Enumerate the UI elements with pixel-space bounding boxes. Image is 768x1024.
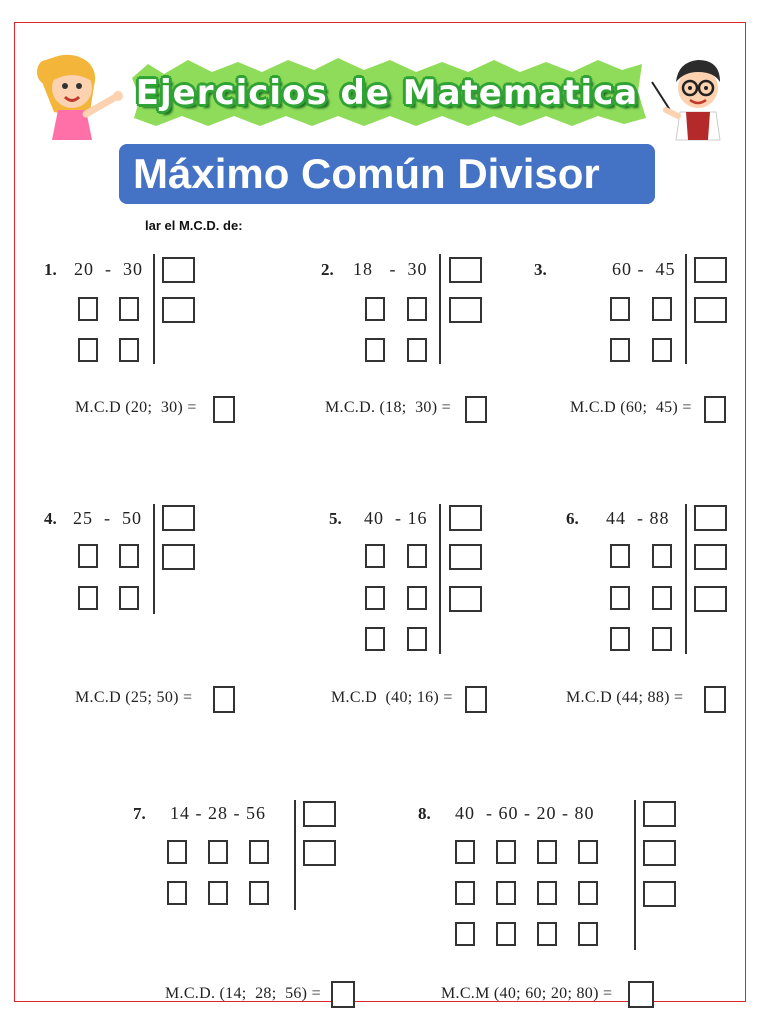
quotient-box[interactable] xyxy=(208,881,228,905)
exercise-number: 7. xyxy=(133,804,146,823)
quotient-box[interactable] xyxy=(578,881,598,905)
quotient-box[interactable] xyxy=(119,586,139,610)
divisor-box[interactable] xyxy=(643,881,676,907)
divisor-box[interactable] xyxy=(162,297,195,323)
exercise-numbers: 40 - 60 - 20 - 80 xyxy=(455,803,595,823)
quotient-box[interactable] xyxy=(652,627,672,651)
quotient-box[interactable] xyxy=(652,586,672,610)
division-line xyxy=(685,254,687,364)
result-label: M.C.D (44; 88) = xyxy=(566,689,684,706)
quotient-box[interactable] xyxy=(610,544,630,568)
subtitle-banner xyxy=(119,144,655,204)
division-line xyxy=(153,504,155,614)
divisor-box[interactable] xyxy=(694,544,727,570)
quotient-box[interactable] xyxy=(167,881,187,905)
quotient-box[interactable] xyxy=(578,840,598,864)
exercise-number: 8. xyxy=(418,804,431,823)
quotient-box[interactable] xyxy=(407,627,427,651)
instruction-text: lar el M.C.D. de: xyxy=(145,218,243,233)
quotient-box[interactable] xyxy=(407,544,427,568)
divisor-box[interactable] xyxy=(449,297,482,323)
answer-box[interactable] xyxy=(465,686,487,713)
exercise-number: 5. xyxy=(329,509,342,528)
quotient-box[interactable] xyxy=(249,881,269,905)
result-label: M.C.D (20; 30) = xyxy=(75,399,197,416)
divisor-box[interactable] xyxy=(162,544,195,570)
division-line xyxy=(439,504,441,654)
quotient-box[interactable] xyxy=(455,881,475,905)
exercise-numbers: 20 - 30 xyxy=(74,259,143,279)
quotient-box[interactable] xyxy=(455,922,475,946)
quotient-box[interactable] xyxy=(208,840,228,864)
divisor-box[interactable] xyxy=(694,297,727,323)
divisor-box[interactable] xyxy=(449,257,482,283)
exercise-number: 2. xyxy=(321,260,334,279)
answer-box[interactable] xyxy=(704,686,726,713)
quotient-box[interactable] xyxy=(407,586,427,610)
quotient-box[interactable] xyxy=(537,922,557,946)
quotient-box[interactable] xyxy=(407,338,427,362)
divisor-box[interactable] xyxy=(643,840,676,866)
quotient-box[interactable] xyxy=(365,297,385,321)
answer-box[interactable] xyxy=(213,686,235,713)
quotient-box[interactable] xyxy=(537,881,557,905)
result-label: M.C.D. (14; 28; 56) = xyxy=(165,985,321,1002)
quotient-box[interactable] xyxy=(78,544,98,568)
quotient-box[interactable] xyxy=(78,338,98,362)
division-line xyxy=(439,254,441,364)
result-label: M.C.D. (18; 30) = xyxy=(325,399,451,416)
divisor-box[interactable] xyxy=(449,586,482,612)
quotient-box[interactable] xyxy=(496,881,516,905)
division-line xyxy=(153,254,155,364)
exercise-number: 4. xyxy=(44,509,57,528)
quotient-box[interactable] xyxy=(249,840,269,864)
quotient-box[interactable] xyxy=(119,544,139,568)
exercise-number: 6. xyxy=(566,509,579,528)
title-text: Ejercicios de Matematica xyxy=(135,73,639,113)
quotient-box[interactable] xyxy=(652,544,672,568)
quotient-box[interactable] xyxy=(578,922,598,946)
subtitle-text: Máximo Común Divisor xyxy=(133,150,600,197)
quotient-box[interactable] xyxy=(119,338,139,362)
result-label: M.C.M (40; 60; 20; 80) = xyxy=(441,985,613,1002)
boy-character-icon xyxy=(648,52,734,142)
quotient-box[interactable] xyxy=(610,338,630,362)
quotient-box[interactable] xyxy=(365,544,385,568)
exercise-numbers: 14 - 28 - 56 xyxy=(170,803,266,823)
divisor-box[interactable] xyxy=(162,257,195,283)
division-line xyxy=(685,504,687,654)
exercise-numbers: 25 - 50 xyxy=(73,508,142,528)
quotient-box[interactable] xyxy=(365,586,385,610)
quotient-box[interactable] xyxy=(78,586,98,610)
quotient-box[interactable] xyxy=(119,297,139,321)
quotient-box[interactable] xyxy=(652,297,672,321)
division-line xyxy=(294,800,296,910)
exercise-number: 1. xyxy=(44,260,57,279)
result-label: M.C.D (25; 50) = xyxy=(75,689,193,706)
exercise-numbers: 44 - 88 xyxy=(606,508,670,528)
result-label: M.C.D (40; 16) = xyxy=(331,689,453,706)
divisor-box[interactable] xyxy=(694,257,727,283)
answer-box[interactable] xyxy=(213,396,235,423)
girl-character-icon xyxy=(32,52,124,142)
quotient-box[interactable] xyxy=(537,840,557,864)
quotient-box[interactable] xyxy=(365,338,385,362)
answer-box[interactable] xyxy=(331,981,355,1008)
divisor-box[interactable] xyxy=(449,544,482,570)
quotient-box[interactable] xyxy=(455,840,475,864)
exercise-number: 3. xyxy=(534,260,547,279)
quotient-box[interactable] xyxy=(167,840,187,864)
divisor-box[interactable] xyxy=(303,840,336,866)
exercise-numbers: 40 - 16 xyxy=(364,508,428,528)
answer-box[interactable] xyxy=(465,396,487,423)
quotient-box[interactable] xyxy=(496,922,516,946)
quotient-box[interactable] xyxy=(496,840,516,864)
result-label: M.C.D (60; 45) = xyxy=(570,399,692,416)
page-title xyxy=(128,58,646,128)
divisor-box[interactable] xyxy=(694,586,727,612)
quotient-box[interactable] xyxy=(78,297,98,321)
divisor-box[interactable] xyxy=(643,801,676,827)
quotient-box[interactable] xyxy=(365,627,385,651)
exercise-numbers: 60 - 45 xyxy=(612,259,676,279)
quotient-box[interactable] xyxy=(407,297,427,321)
quotient-box[interactable] xyxy=(610,586,630,610)
quotient-box[interactable] xyxy=(652,338,672,362)
divisor-box[interactable] xyxy=(303,801,336,827)
answer-box[interactable] xyxy=(704,396,726,423)
divisor-box[interactable] xyxy=(162,505,195,531)
answer-box[interactable] xyxy=(628,981,654,1008)
divisor-box[interactable] xyxy=(694,505,727,531)
division-line xyxy=(634,800,636,950)
divisor-box[interactable] xyxy=(449,505,482,531)
quotient-box[interactable] xyxy=(610,297,630,321)
exercise-numbers: 18 - 30 xyxy=(353,259,428,279)
quotient-box[interactable] xyxy=(610,627,630,651)
